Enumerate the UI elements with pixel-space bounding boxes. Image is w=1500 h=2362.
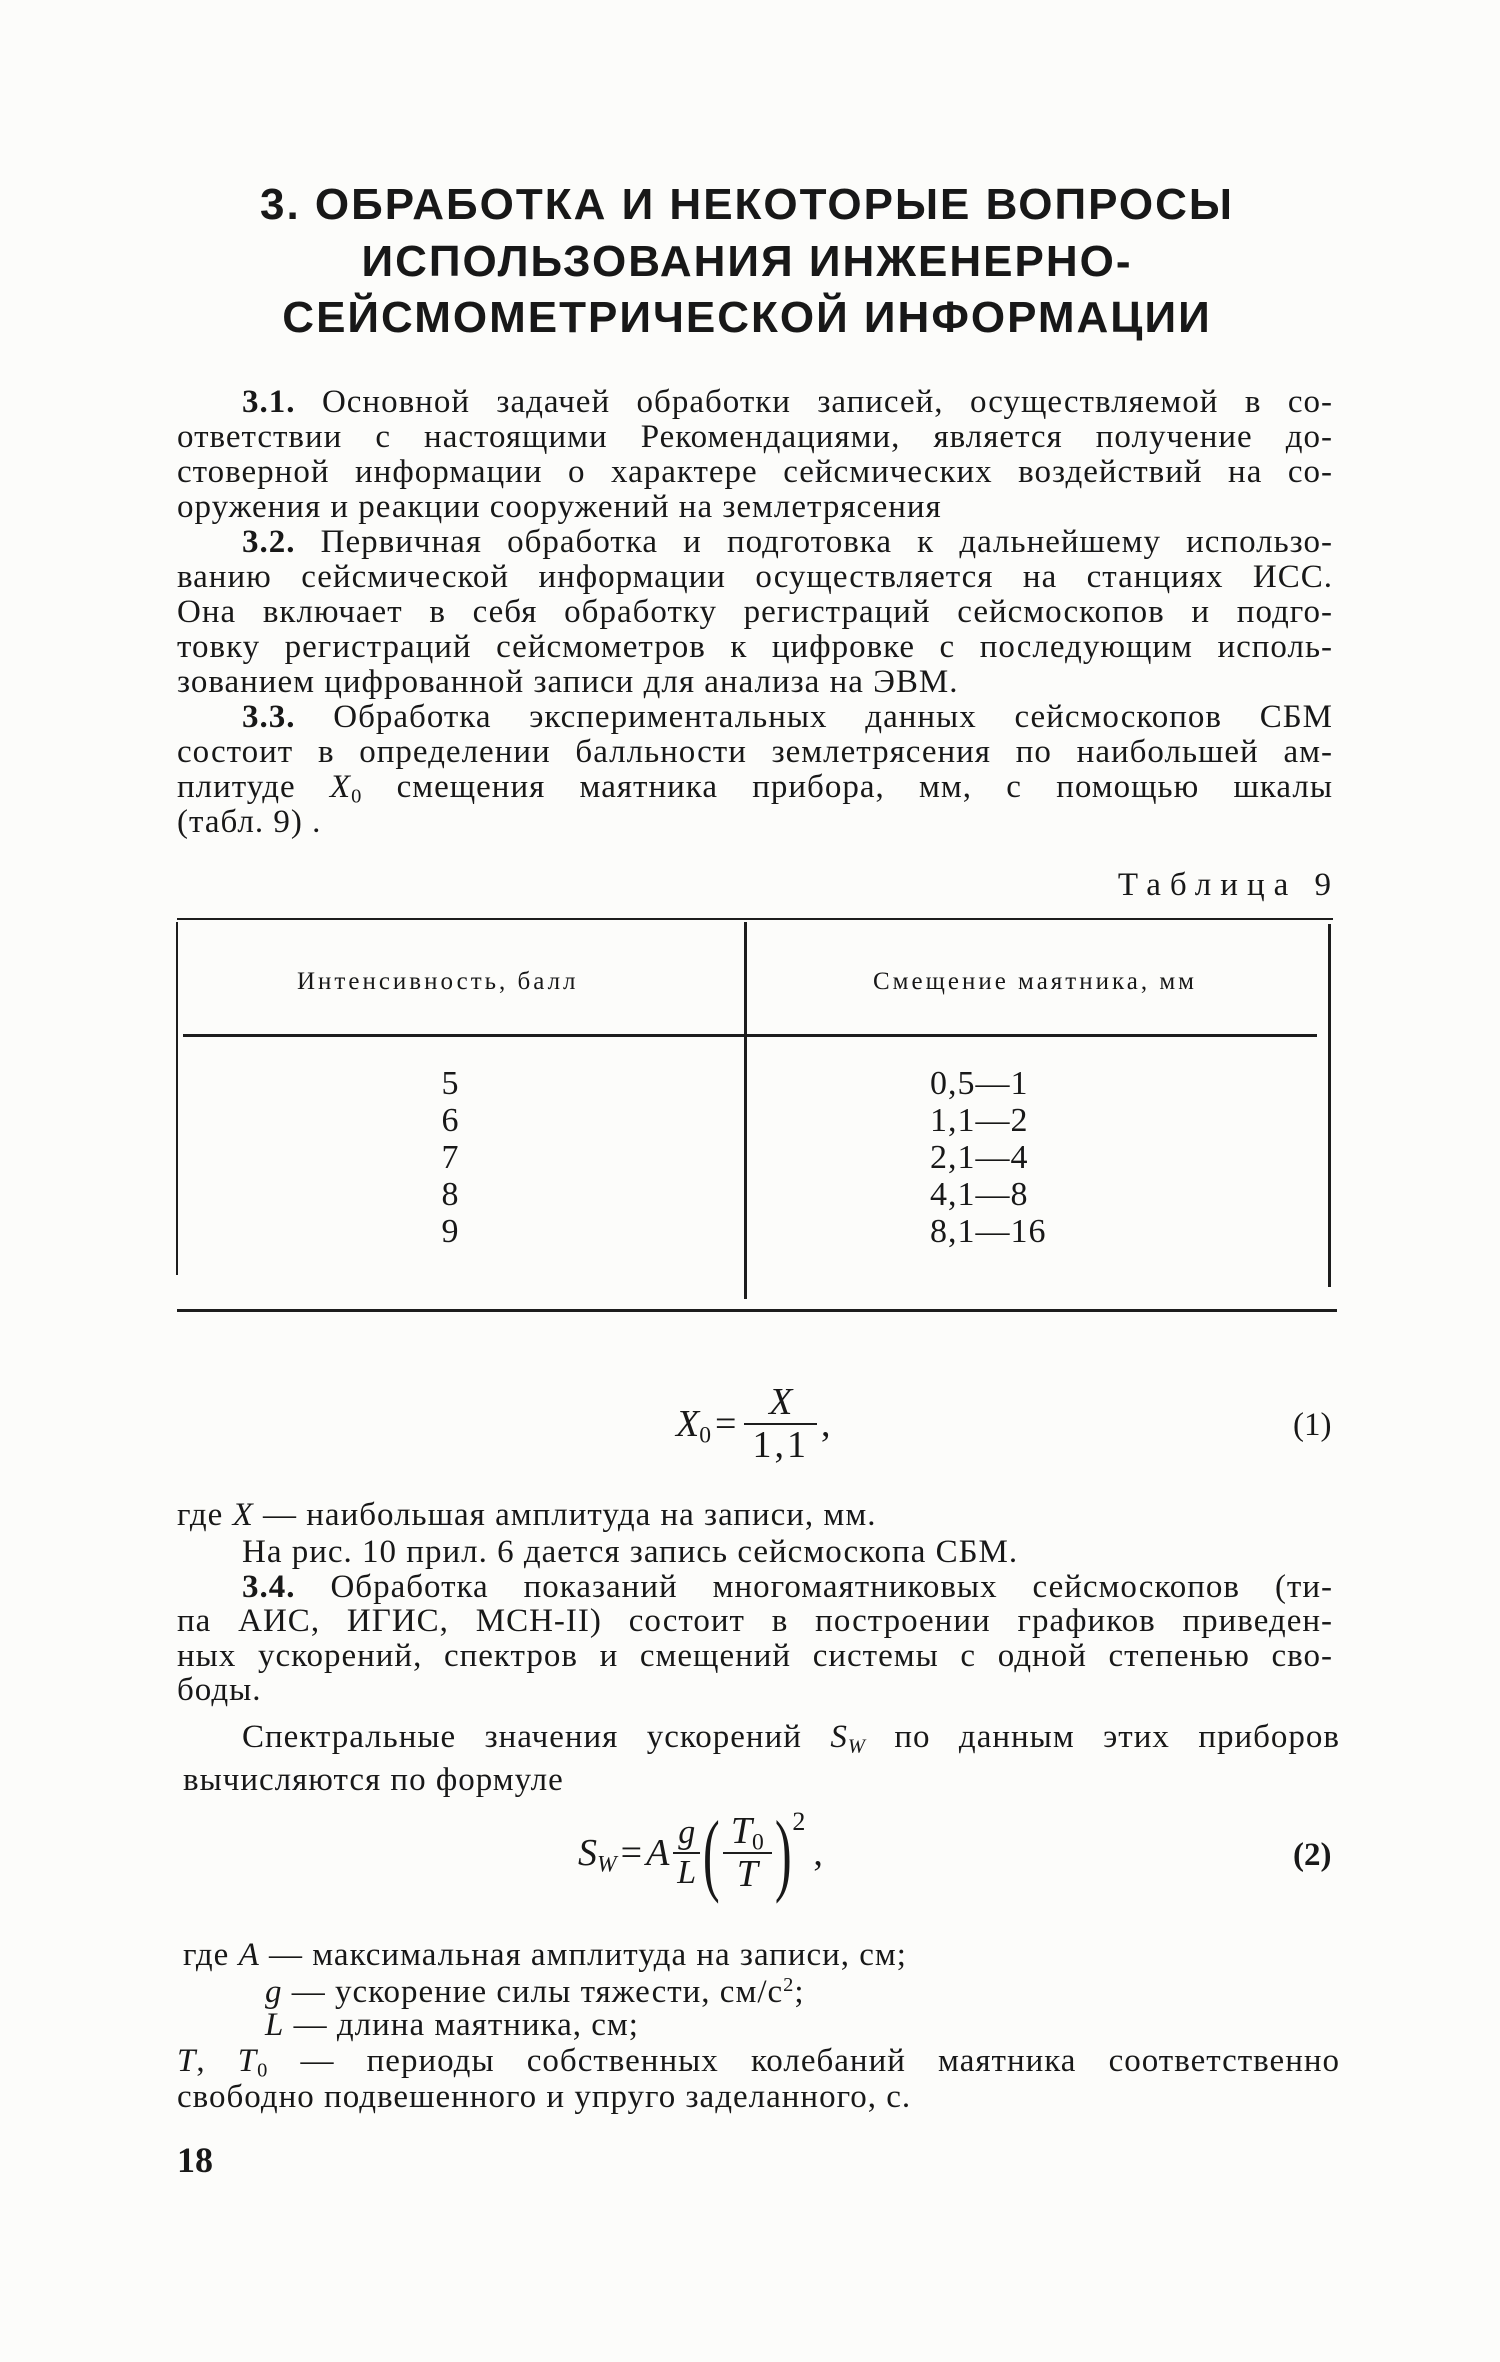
formula-2-fraction-periods xyxy=(723,1811,772,1895)
table-header-rule xyxy=(183,1034,1317,1037)
formula-subscript: 0 xyxy=(699,1422,711,1449)
table-cell-displacement: 2,1—4 xyxy=(930,1139,1029,1176)
fraction-denominator: T xyxy=(736,1853,758,1895)
para-3-3-line-1 xyxy=(242,699,1333,735)
formula-var: X xyxy=(676,1403,700,1445)
formula-subscript: 0 xyxy=(751,1829,764,1856)
para-3-4-line-4: боды. xyxy=(177,1672,262,1708)
para-3-2-line-2: ванию сейсмической информации осуществляется на станциях ИСС. xyxy=(177,559,1333,595)
para-text: Основной задачей обработки записей, осуществляемой в со- xyxy=(321,384,1334,420)
displacement-column xyxy=(930,1065,1047,1250)
definition-text: — ускорение силы тяжести, см/с xyxy=(291,1974,784,2010)
para-text: Спектральные значения ускорений xyxy=(242,1719,802,1755)
table-cell-displacement: 1,1—2 xyxy=(930,1102,1029,1139)
table-bottom-rule xyxy=(177,1309,1337,1312)
fraction-denominator: 1,1 xyxy=(752,1424,809,1466)
variable-g: g xyxy=(265,1974,283,2010)
para-text: Обработка показаний многомаятниковых сейсмоскопов (ти- xyxy=(330,1569,1333,1605)
definition-l xyxy=(265,2007,639,2043)
table-top-rule xyxy=(177,918,1333,920)
para-3-3-line-2: состоит в определении балльности землетрясения по наибольшей ам- xyxy=(177,734,1333,770)
para-3-2-line-4: товку регистраций сейсмометров к цифровке с последующим исполь- xyxy=(177,629,1333,665)
para-text: плитуде xyxy=(177,769,296,805)
table-header-intensity: Интенсивность, балл xyxy=(297,968,579,995)
variable-s: S xyxy=(830,1719,848,1755)
spectral-line-1 xyxy=(242,1719,1341,1758)
definition-a xyxy=(183,1937,907,1973)
definition-t-continued: свободно подвешенного и упруго заделанного, с. xyxy=(177,2079,912,2115)
formula-2-lhs xyxy=(578,1831,617,1878)
variable-subscript: 0 xyxy=(257,2059,269,2082)
formula-2 xyxy=(578,1802,823,1904)
formula-var: T xyxy=(730,1810,752,1852)
formula-1 xyxy=(676,1382,830,1466)
table-caption: Таблица 9 xyxy=(1117,867,1340,903)
para-text: Первичная обработка и подготовка к дальнейшему использо- xyxy=(320,524,1334,560)
formula-equals: = xyxy=(715,1403,737,1445)
formula-1-fraction xyxy=(744,1382,817,1466)
formula-1-lhs xyxy=(676,1402,711,1449)
para-3-1-line-4: оружения и реакции сооружений на землетрясения xyxy=(177,489,942,525)
section-title-line-2: ИСПОЛЬЗОВАНИЯ ИНЖЕНЕРНО- xyxy=(361,237,1133,286)
variable-t0: T xyxy=(237,2043,258,2079)
variable-l: L xyxy=(265,2007,285,2043)
variable-a: A xyxy=(238,1937,260,1973)
clause-number: 3.2. xyxy=(242,524,296,560)
definition-text: — длина маятника, см; xyxy=(293,2007,639,2043)
definition-text: — наибольшая амплитуда на записи, мм. xyxy=(263,1497,877,1533)
para-3-1-line-3: стоверной информации о характере сейсмических воздействий на со- xyxy=(177,454,1333,490)
table-cell-intensity: 5 xyxy=(441,1065,459,1102)
formula-subscript: W xyxy=(597,1851,617,1878)
formula-1-number: (1) xyxy=(1293,1407,1332,1443)
definition-t xyxy=(177,2043,1341,2082)
definition-x xyxy=(177,1497,1333,1533)
clause-number: 3.1. xyxy=(242,384,296,420)
fraction-numerator: X xyxy=(744,1382,817,1425)
formula-coefficient: A xyxy=(646,1832,670,1874)
figure-reference: На рис. 10 прил. 6 дается запись сейсмоскопа СБМ. xyxy=(242,1534,1019,1570)
formula-equals: = xyxy=(620,1832,643,1874)
formula-comma: , xyxy=(813,1832,823,1874)
formula-exponent: 2 xyxy=(792,1807,806,1836)
table-right-border xyxy=(1328,924,1331,1287)
formula-comma: , xyxy=(820,1403,831,1445)
spectral-line-2: вычисляются по формуле xyxy=(183,1762,564,1798)
variable-subscript: W xyxy=(847,1735,866,1758)
para-text: смещения маятника прибора, мм, с помощью шкалы xyxy=(396,769,1334,805)
para-3-2-line-3: Она включает в себя обработку регистраций сейсмоскопов и подго- xyxy=(177,594,1333,630)
variable-x: X xyxy=(329,769,352,805)
table-cell-intensity: 6 xyxy=(441,1102,459,1139)
formula-2-number: (2) xyxy=(1293,1837,1332,1873)
table-header-displacement: Смещение маятника, мм xyxy=(873,968,1197,995)
definition-end: ; xyxy=(794,1974,805,2010)
table-cell-displacement: 0,5—1 xyxy=(930,1065,1029,1102)
definition-text: — максимальная амплитуда на записи, см; xyxy=(269,1937,907,1973)
definition-text: — периоды собственных колебаний маятника соответственно xyxy=(300,2043,1341,2079)
separator: , xyxy=(196,2043,206,2079)
clause-number: 3.4. xyxy=(242,1569,296,1605)
fraction-denominator: L xyxy=(677,1854,697,1891)
table-column-divider xyxy=(744,922,747,1299)
variable-subscript: 0 xyxy=(351,785,363,808)
para-3-3-line-3 xyxy=(177,769,1334,808)
para-text: по данным этих приборов xyxy=(894,1719,1341,1755)
para-text: Обработка экспериментальных данных сейсмоскопов СБМ xyxy=(333,699,1334,735)
para-3-3-line-4: (табл. 9) . xyxy=(177,804,322,840)
table-left-border xyxy=(176,922,178,1275)
section-title-line-1: 3. ОБРАБОТКА И НЕКОТОРЫЕ ВОПРОСЫ xyxy=(259,180,1235,229)
table-cell-displacement: 8,1—16 xyxy=(930,1213,1047,1250)
para-3-4-line-1 xyxy=(242,1569,1333,1605)
definition-g xyxy=(265,1974,805,2010)
para-3-1-line-1 xyxy=(242,384,1333,420)
para-3-2-line-5: зованием цифрованной записи для анализа на ЭВМ. xyxy=(177,664,959,700)
clause-number: 3.3. xyxy=(242,699,296,735)
table-cell-displacement: 4,1—8 xyxy=(930,1176,1029,1213)
formula-left-paren: ( xyxy=(703,1802,720,1904)
variable-x: X xyxy=(232,1497,254,1533)
page-number: 18 xyxy=(177,2140,213,2180)
para-3-4-line-2: па АИС, ИГИС, МСН-II) состоит в построении графиков приведен- xyxy=(177,1603,1333,1639)
table-cell-intensity: 8 xyxy=(441,1176,459,1213)
para-3-2-line-1 xyxy=(242,524,1333,560)
para-3-1-line-2: ответствии с настоящими Рекомендациями, является получение до- xyxy=(177,419,1333,455)
fraction-numerator xyxy=(723,1811,772,1854)
intensity-column xyxy=(420,1065,480,1250)
unit-exponent: 2 xyxy=(783,1973,795,1996)
table-cell-intensity: 7 xyxy=(441,1139,459,1176)
formula-2-fraction-g-l xyxy=(673,1814,700,1892)
table-cell-intensity: 9 xyxy=(441,1213,459,1250)
formula-var: S xyxy=(578,1832,597,1874)
fraction-numerator: g xyxy=(673,1814,700,1854)
formula-right-paren: ) xyxy=(774,1802,792,1904)
where-word: где xyxy=(177,1497,224,1533)
variable-t: T xyxy=(177,2043,197,2079)
para-3-4-line-3: ных ускорений, спектров и смещений системы с одной степенью сво- xyxy=(177,1638,1333,1674)
section-title-line-3: СЕЙСМОМЕТРИЧЕСКОЙ ИНФОРМАЦИИ xyxy=(282,293,1212,342)
where-word: где xyxy=(183,1937,230,1973)
